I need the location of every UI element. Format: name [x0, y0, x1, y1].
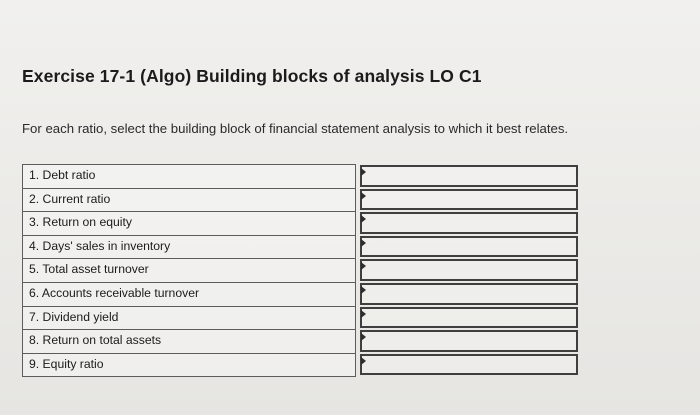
- building-block-dropdown-3[interactable]: [360, 212, 578, 234]
- building-block-dropdown-7[interactable]: [360, 307, 578, 329]
- ratio-matching-table: [22, 164, 578, 376]
- table-row: [22, 164, 578, 188]
- ratio-label: 8. Return on total assets: [22, 329, 356, 353]
- dropdown-caret-icon: [361, 333, 366, 341]
- table-row: [22, 282, 578, 306]
- ratio-label: 6. Accounts receivable turnover: [22, 282, 356, 306]
- table-row: [22, 329, 578, 353]
- dropdown-caret-icon: [361, 310, 366, 318]
- table-row: [22, 235, 578, 259]
- building-block-dropdown-8[interactable]: [360, 330, 578, 352]
- ratio-label: 5. Total asset turnover: [22, 258, 356, 282]
- ratio-label: 4. Days' sales in inventory: [22, 235, 356, 259]
- building-block-dropdown-2[interactable]: [360, 189, 578, 211]
- ratio-label: 2. Current ratio: [22, 188, 356, 212]
- ratio-label: 3. Return on equity: [22, 211, 356, 235]
- exercise-title: Exercise 17-1 (Algo) Building blocks of analysis LO C1: [22, 66, 482, 86]
- dropdown-caret-icon: [361, 192, 366, 200]
- table-row: [22, 211, 578, 235]
- dropdown-caret-icon: [361, 357, 366, 365]
- table-row: [22, 306, 578, 330]
- exercise-instructions: For each ratio, select the building block of financial statement analysis to which it best relates.: [22, 121, 569, 136]
- ratio-label: 1. Debt ratio: [22, 164, 356, 188]
- table-row: [22, 258, 578, 282]
- ratio-label: 7. Dividend yield: [22, 306, 356, 330]
- building-block-dropdown-1[interactable]: [360, 165, 578, 187]
- dropdown-caret-icon: [361, 286, 366, 294]
- ratio-label: 9. Equity ratio: [22, 353, 356, 377]
- dropdown-caret-icon: [361, 168, 366, 176]
- dropdown-caret-icon: [361, 262, 366, 270]
- building-block-dropdown-4[interactable]: [360, 236, 578, 258]
- building-block-dropdown-9[interactable]: [360, 354, 578, 376]
- building-block-dropdown-6[interactable]: [360, 283, 578, 305]
- dropdown-caret-icon: [361, 215, 366, 223]
- table-row: [22, 353, 578, 377]
- dropdown-caret-icon: [361, 239, 366, 247]
- table-row: [22, 188, 578, 212]
- building-block-dropdown-5[interactable]: [360, 259, 578, 281]
